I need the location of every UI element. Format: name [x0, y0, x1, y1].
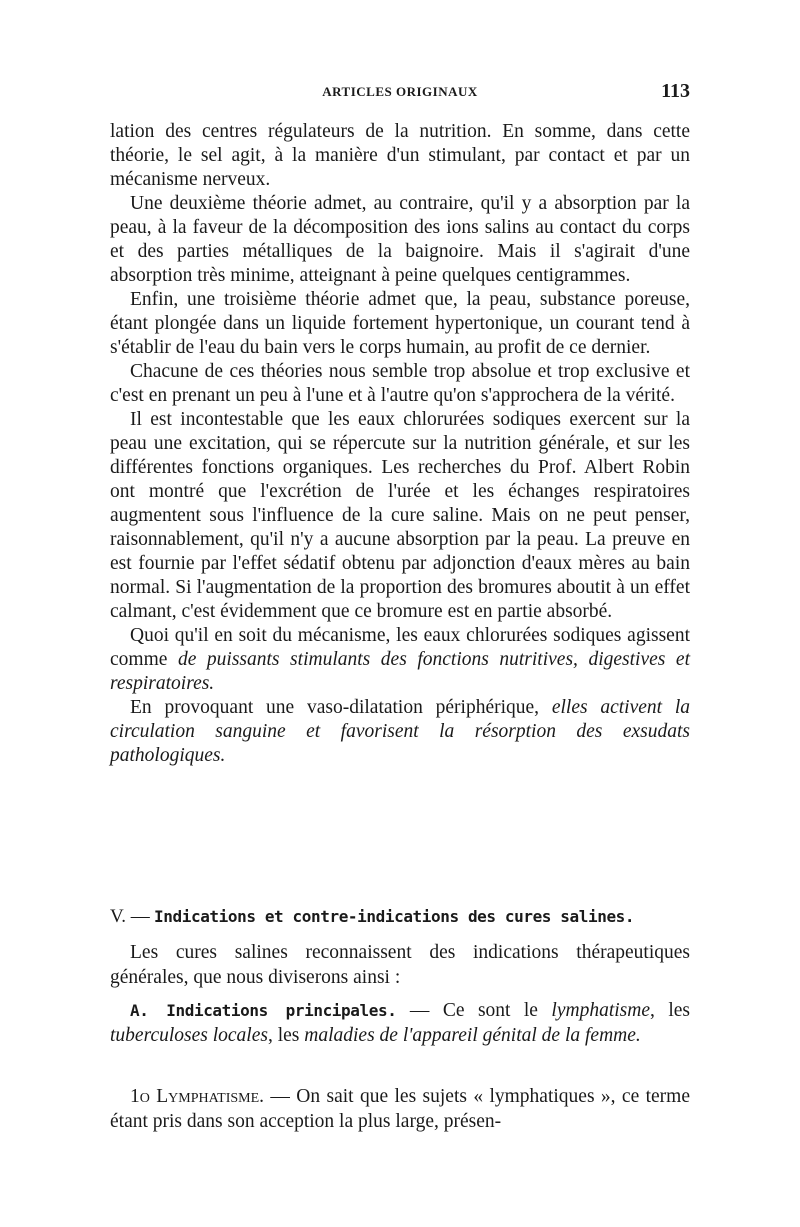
paragraph: Il est incontestable que les eaux chlorurées sodiques exercent sur la peau une excitation, qui se répercute sur la nutrition générale, et sur les différentes fonctions organiques. Les recherches du Prof. Albert Robin ont montré que l'excrétion de l'urée et les échanges respiratoires augmentent sous l'influence de la cure saline. Mais on ne peut penser, raisonnablement, qu'il n'y a aucune absorption par la peau. La preuve en est fournie par l'effet sédatif obtenu par adjonction d'eaux mères au bain normal. Si l'augmentation de la proportion des bromures aboutit à un effet calmant, c'est évidemment que ce bromure est en partie absorbé. — [110, 409, 690, 622]
section-title: Indications et contre-indications des cures salines. — [154, 907, 635, 926]
subsection-1: 1o Lymphatisme. — On sait que les sujets « lymphatiques », ce terme étant pris dans son acception la plus large, présen- — [110, 1086, 690, 1132]
section-heading — [110, 906, 690, 928]
paragraph: Une deuxième théorie admet, au contraire, qu'il y a absorption par la peau, à la faveur de la décomposition des ions salins au contact du corps et des parties métalliques de la baignoire. Mais il s'agirait d'une absorption très minime, atteignant à peine quelques centigrammes. — [110, 193, 690, 286]
section-number: V. — — [110, 906, 150, 927]
paragraph: Quoi qu'il en soit du mécanisme, les eaux chlorurées sodiques agissent comme de puissants stimulants des fonctions nutritives, digestives et respiratoires. — [110, 625, 690, 694]
page-number: 113 — [661, 80, 690, 102]
subsection-a-label: A. Indications principales. — [130, 1001, 397, 1020]
body-text — [110, 120, 690, 768]
subsection-1-label: 1o Lymphatisme. — [130, 1086, 265, 1107]
running-title: ARTICLES ORIGINAUX — [322, 84, 478, 99]
subsection-a: A. Indications principales. — Ce sont le lymphatisme, les tuberculoses locales, les maladies de l'appareil génital de la femme. — [110, 1000, 690, 1046]
section-intro: Les cures salines reconnaissent des indications thérapeutiques générales, que nous diviserons ainsi : — [110, 942, 690, 988]
paragraph: Chacune de ces théories nous semble trop absolue et trop exclusive et c'est en prenant un peu à l'une et à l'autre qu'on s'approchera de la vérité. — [110, 361, 690, 406]
running-head — [110, 82, 690, 106]
paragraph: lation des centres régulateurs de la nutrition. En somme, dans cette théorie, le sel agit, à la manière d'un stimulant, par contact et par un mécanisme nerveux. — [110, 121, 690, 190]
emphasis: de puissants stimulants des fonctions nutritives, digestives et respiratoires. — [110, 649, 690, 694]
paragraph: Enfin, une troisième théorie admet que, la peau, substance poreuse, étant plongée dans un liquide fortement hypertonique, un courant tend à s'établir de l'eau du bain vers le corps humain, au profit de ce dernier. — [110, 289, 690, 358]
emphasis: elles activent la circulation sanguine et favorisent la résorption des exsudats pathologiques. — [110, 697, 691, 766]
paragraph: En provoquant une vaso-dilatation périphérique, elles activent la circulation sanguine et favorisent la résorption des exsudats pathologiques. — [110, 697, 691, 766]
